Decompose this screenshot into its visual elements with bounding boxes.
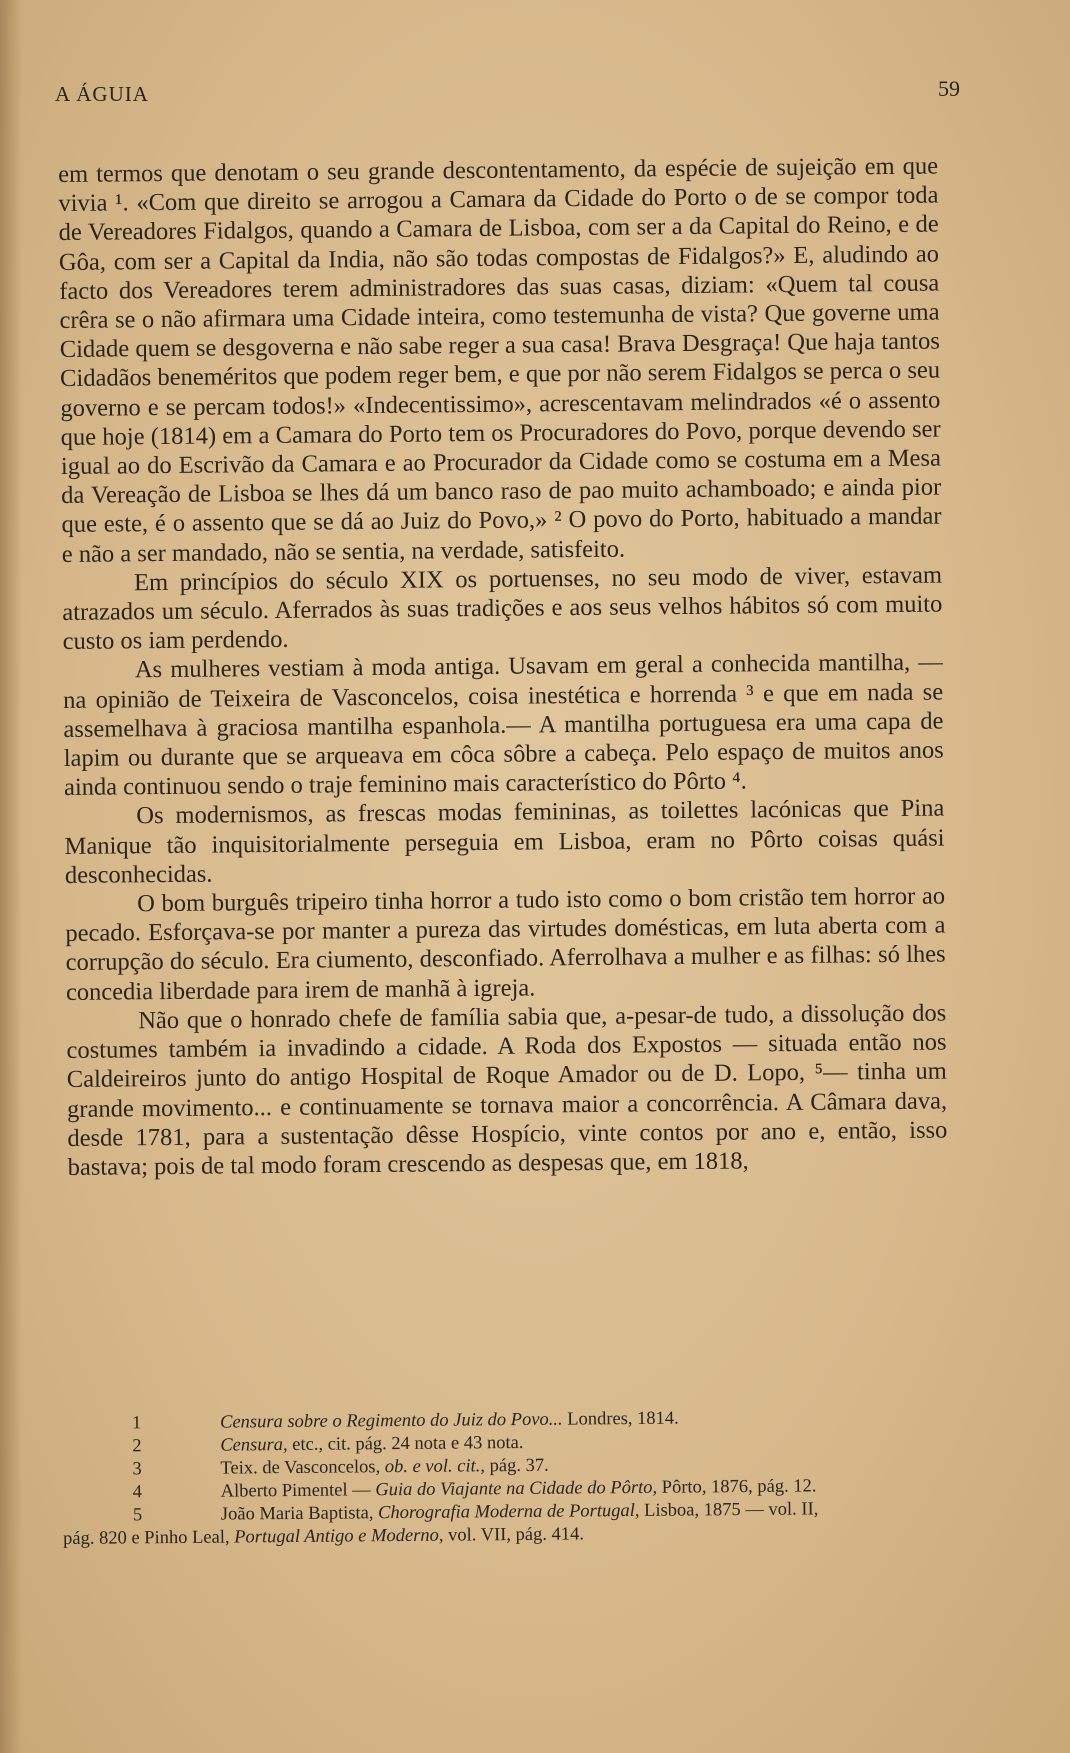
footnote-number: 1	[132, 1413, 142, 1434]
footnote-pre: Alberto Pimentel —	[220, 1480, 376, 1502]
running-title: A ÁGUIA	[55, 82, 149, 106]
paragraph: Os modernismos, as frescas modas femininas, as toilettes lacónicas que Pina Manique tão inquisitorialmente perseguia em Lisboa, eram no Pôrto coisas quási desconhecidas.	[64, 794, 945, 889]
footnote-title: Guia do Viajante na Cidade do Pôrto,	[375, 1477, 658, 1501]
page-number: 59	[938, 76, 960, 101]
footnote-rest: etc., cit. pág. 24 nota e 43 nota.	[287, 1432, 524, 1456]
footnote-number: 4	[132, 1482, 143, 1503]
footnote-number: 2	[132, 1436, 142, 1457]
footnote-title: Censura sobre o Regimento do Juiz do Povo...	[220, 1409, 563, 1433]
footnote-rest: Londres, 1814.	[562, 1408, 679, 1430]
paragraph: Não que o honrado chefe de família sabia que, a-pesar-de tudo, a dissolução dos costumes também ia invadindo a cidade. A Roda dos Expostos — situada então nos Caldeireiros junto do antigo Hospital de Roque Amador ou de D. Lopo, ⁵— tinha um grande movimento... e continuamente se tornava maior a concorrência. A Câmara dava, desde 1781, para a sustentação dêsse Hospício, vinte contos por ano e, então, isso bastava; pois de tal modo foram crescendo as despesas que, em 1818,	[66, 999, 948, 1181]
paragraph: Em princípios do século XIX os portuenses, no seu modo de viver, estavam atrazados um século. Aferrados às suas tradições e aos seus velhos hábitos só com muito custo os iam perdendo.	[62, 561, 943, 656]
footnote-rest: pág. 37.	[484, 1455, 549, 1477]
page-edge-shadow	[0, 0, 22, 1753]
footnote-rest: Pôrto, 1876, pág. 12.	[657, 1476, 817, 1498]
page-header	[55, 76, 960, 112]
footnote-title: Portugal Antigo e Moderno,	[234, 1525, 444, 1548]
footnote-rest: Lisboa, 1875 — vol. II,	[639, 1499, 819, 1521]
footnote-number: 3	[132, 1459, 142, 1480]
body-text	[58, 152, 948, 1183]
footnote-pre: Teix. de Vasconcelos,	[220, 1457, 385, 1479]
footnote-title: Chorografia Moderna de Portugal,	[378, 1500, 640, 1524]
footnote-title: ob. e vol. cit.,	[384, 1456, 486, 1478]
footnote-title: Censura,	[220, 1435, 288, 1456]
paragraph: O bom burguês tripeiro tinha horror a tudo isto como o bom cristão tem horror ao pecado. Esforçava-se por manter a pureza das virtudes domésticas, em luta aberta com a corrupção do século. Era ciumento, desconfiado. Aferrolhava a mulher e as filhas: só lhes concedia liberdade para irem de manhã à igreja.	[65, 882, 946, 1006]
footnotes	[62, 1405, 953, 1551]
footnote-pre: pág. 820 e Pinho Leal,	[63, 1527, 235, 1549]
paragraph: em termos que denotam o seu grande descontentamento, da espécie de sujeição em que vivia ¹. «Com que direito se arrogou a Camara da Cidade do Porto o de se compor toda de Vereadores Fidalgos, quando a Camara de Lisboa, com ser a da Capital do Reino, e de Gôa, com ser a Capital da India, não são todas compostas de Fidalgos?» E, aludindo ao facto dos Vereadores terem administradores das suas casas, diziam: «Quem tal cousa crêra se o não afirmara uma Cidade inteira, como testemunha de vista? Que governe uma Cidade quem se desgoverna e não sabe reger a sua casa! Brava Desgraça! Que haja tantos Cidadãos beneméritos que podem reger bem, e que por não serem Fidalgos se perca o seu governo e se percam todos!» «Indecentissimo», acrescentavam melindrados «é o assento que hoje (1814) em a Camara do Porto tem os Procuradores do Povo, porque devendo ser igual ao do Escrivão da Camara e ao Procurador da Cidade como se costuma em a Mesa da Vereação de Lisboa se lhes dá um banco raso de pao muito achamboado; e ainda pior que este, é o assento que se dá ao Juiz do Povo,» ² O povo do Porto, habituado a mandar e não a ser mandado, não se sentia, na verdade, satisfeito.	[58, 152, 942, 568]
footnote-rest: vol. VII, pág. 414.	[443, 1524, 585, 1546]
paragraph: As mulheres vestiam à moda antiga. Usavam em geral a conhecida mantilha, — na opinião de Teixeira de Vasconcelos, coisa inestética e horrenda ³ e que em nada se assemelhava à graciosa mantilha espanhola.— A mantilha portuguesa era uma capa de lapim ou durante que se arqueava em côca sôbre a cabeça. Pelo espaço de muitos anos ainda continuou sendo o traje feminino mais característico do Pôrto ⁴.	[63, 648, 944, 802]
footnote-number: 5	[132, 1505, 143, 1526]
footnote-pre: João Maria Baptista,	[220, 1503, 379, 1525]
